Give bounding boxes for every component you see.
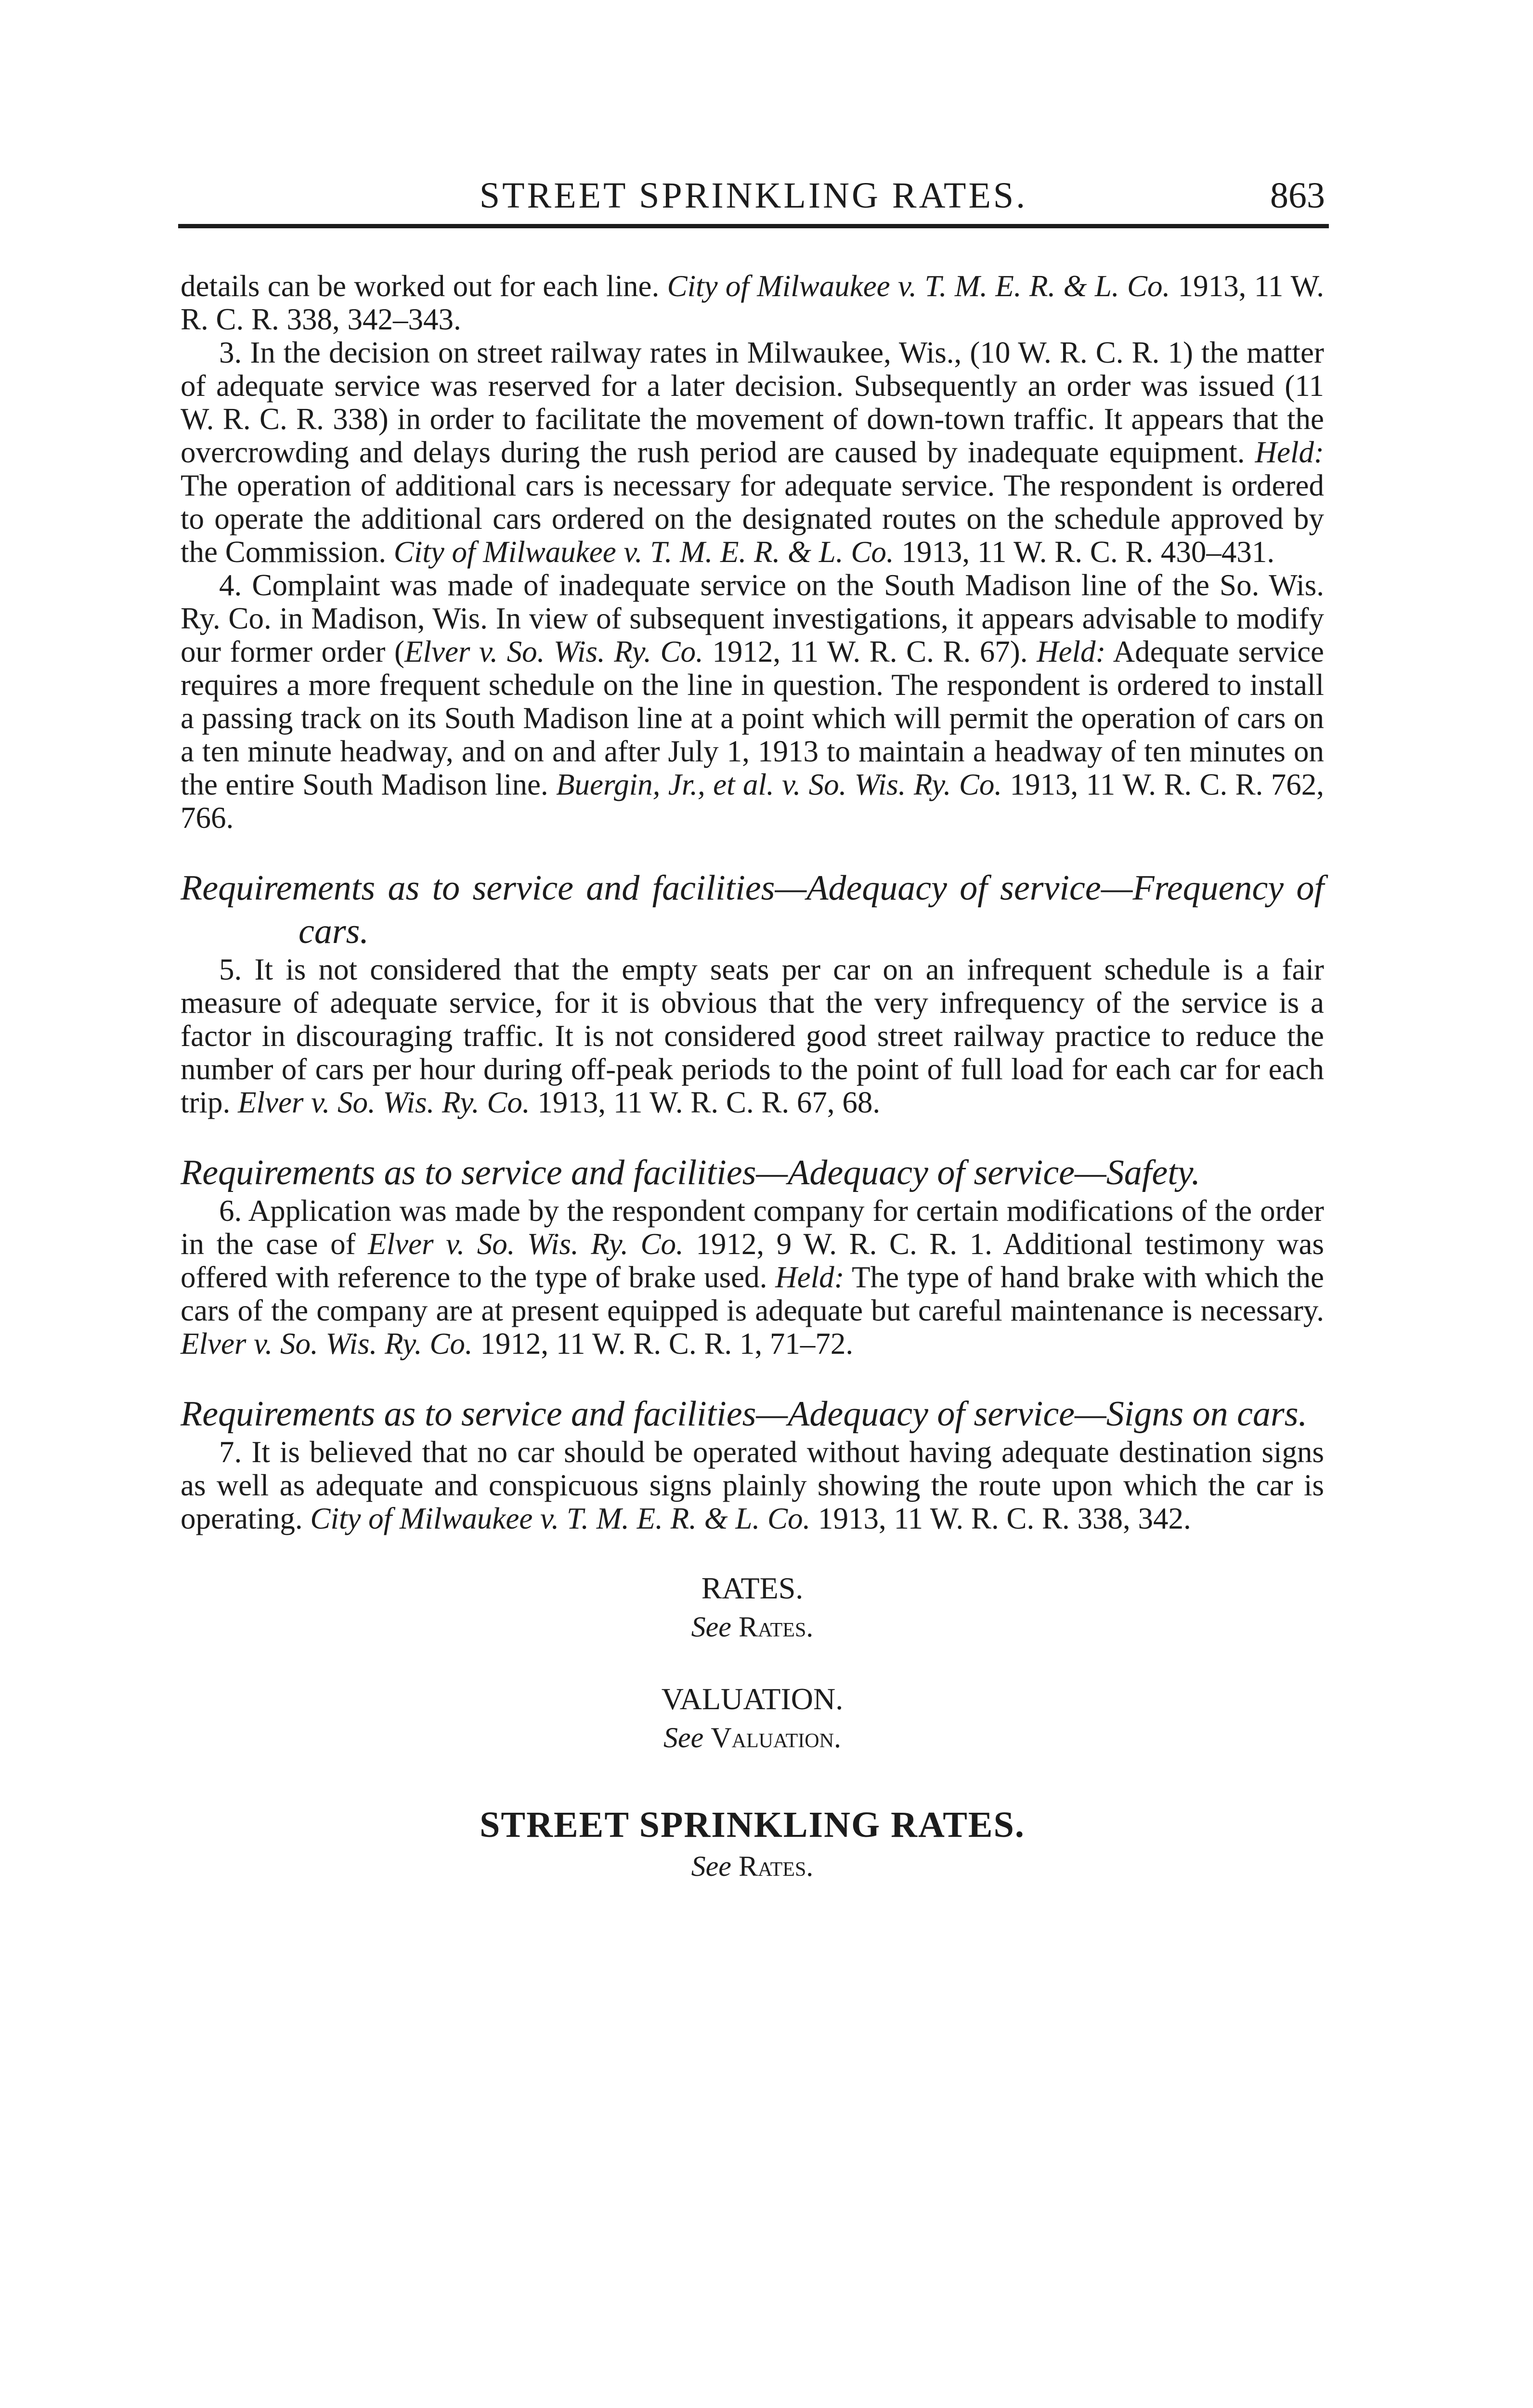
see-label: See [691, 1850, 731, 1882]
street-sprinkling-heading: STREET SPRINKLING RATES. [480, 1805, 1025, 1845]
held-label: Held: [1037, 635, 1106, 668]
topic-heading-safety: Requirements as to service and facilities—Adequacy of service—Safety. [181, 1153, 1201, 1192]
held-label: Held: [1255, 435, 1324, 469]
text: 1913, 11 W. R. C. R. 338, 342. [818, 1502, 1191, 1535]
see-label: See [691, 1611, 731, 1643]
topic-heading-signs: Requirements as to service and facilities—Adequacy of service—Signs on cars. [181, 1394, 1308, 1434]
text: 7. It is believed that no car should be operated without having adequate destination signs as well as adequate and conspicuous signs plainly showing the route upon which the car is operating. [181, 1435, 1324, 1535]
paragraph-3 [181, 336, 1324, 569]
held-label: Held: [775, 1260, 844, 1294]
text: The operation of additional cars is necessary for adequate service. The respondent is ordered to operate the additional cars ordered on the designated routes on the schedule approved by the Commission. [181, 469, 1324, 569]
page-body [181, 270, 1324, 1885]
see-target: Rates. [738, 1611, 814, 1643]
case-citation: Elver v. So. Wis. Ry. Co. [368, 1227, 684, 1261]
paragraph-5 [181, 953, 1324, 1119]
paragraph-6 [181, 1194, 1324, 1361]
topic-heading-frequency: Requirements as to service and facilities—Adequacy of service—Frequency of cars. [181, 868, 1324, 951]
text: 1912, 9 W. R. C. R. 1. Additional testimony was offered with reference to the type of brake used. [181, 1227, 1325, 1294]
paragraph-continued [181, 270, 1324, 336]
see-target: Rates. [738, 1850, 814, 1882]
text: 5. It is not considered that the empty seats per car on an infrequent schedule is a fair measure of adequate service, for it is obvious that the very infrequency of the service is a factor in discouraging traffic. It is not considered good street railway practice to reduce the number of cars per hour during off-peak periods to the point of full load for each car for each trip. [181, 953, 1324, 1119]
paragraph-7 [181, 1436, 1324, 1535]
running-head: STREET SPRINKLING RATES. [479, 175, 1028, 216]
street-sprinkling-cross-reference [181, 1847, 1324, 1885]
rates-cross-reference [181, 1608, 1324, 1646]
page-header [178, 166, 1329, 228]
text: 1913, 11 W. R. C. R. 430–431. [901, 535, 1275, 569]
case-citation: Buergin, Jr., et al. v. So. Wis. Ry. Co. [556, 768, 1002, 801]
see-label: See [663, 1722, 704, 1754]
text: 1913, 11 W. R. C. R. 338, 342–343. [181, 269, 1325, 336]
text: 3. In the decision on street railway rates in Milwaukee, Wis., (10 W. R. C. R. 1) the matter of adequate service was reserved for a later decision. Subsequently an order was issued (11 W. R. C. R. 338) in order to facilitate the movement of down-town traffic. It appears that the overcrowding and delays during the rush period are caused by inadequate equipment. [181, 336, 1324, 469]
text: 1913, 11 W. R. C. R. 762, 766. [181, 768, 1325, 835]
paragraph-4 [181, 569, 1324, 835]
text: 1912, 11 W. R. C. R. 67). [712, 635, 1028, 668]
valuation-cross-reference [181, 1718, 1324, 1757]
case-citation: City of Milwaukee v. T. M. E. R. & L. Co. [393, 535, 894, 569]
case-citation: City of Milwaukee v. T. M. E. R. & L. Co. [667, 269, 1170, 303]
page-number: 863 [1270, 175, 1325, 216]
rates-heading: RATES. [701, 1571, 804, 1605]
text: 4. Complaint was made of inadequate service on the South Madison line of the So. Wis. Ry. Co. in Madison, Wis. In view of subsequent investigations, it appears advisable to modify our former order ( [181, 568, 1324, 668]
case-citation: Elver v. So. Wis. Ry. Co. [404, 635, 703, 668]
case-citation: Elver v. So. Wis. Ry. Co. [181, 1327, 473, 1361]
text: 1913, 11 W. R. C. R. 67, 68. [537, 1086, 881, 1119]
text: details can be worked out for each line. [181, 269, 660, 303]
text: 6. Application was made by the respondent company for certain modifications of the order in the case of [181, 1194, 1324, 1261]
see-target: Valuation. [711, 1722, 841, 1754]
text: Adequate service requires a more frequent schedule on the line in question. The respondent is ordered to install a passing track on its South Madison line at a point which will permit the operation of cars on a ten minute headway, and on and after July 1, 1913 to maintain a headway of ten minutes on the entire South Madison line. [181, 635, 1325, 801]
text: The type of hand brake with which the cars of the company are at present equipped is adequate but careful maintenance is necessary. [181, 1260, 1325, 1327]
case-citation: Elver v. So. Wis. Ry. Co. [238, 1086, 530, 1119]
text: 1912, 11 W. R. C. R. 1, 71–72. [480, 1327, 854, 1361]
valuation-heading: VALUATION. [661, 1682, 844, 1716]
case-citation: City of Milwaukee v. T. M. E. R. & L. Co. [310, 1502, 811, 1535]
